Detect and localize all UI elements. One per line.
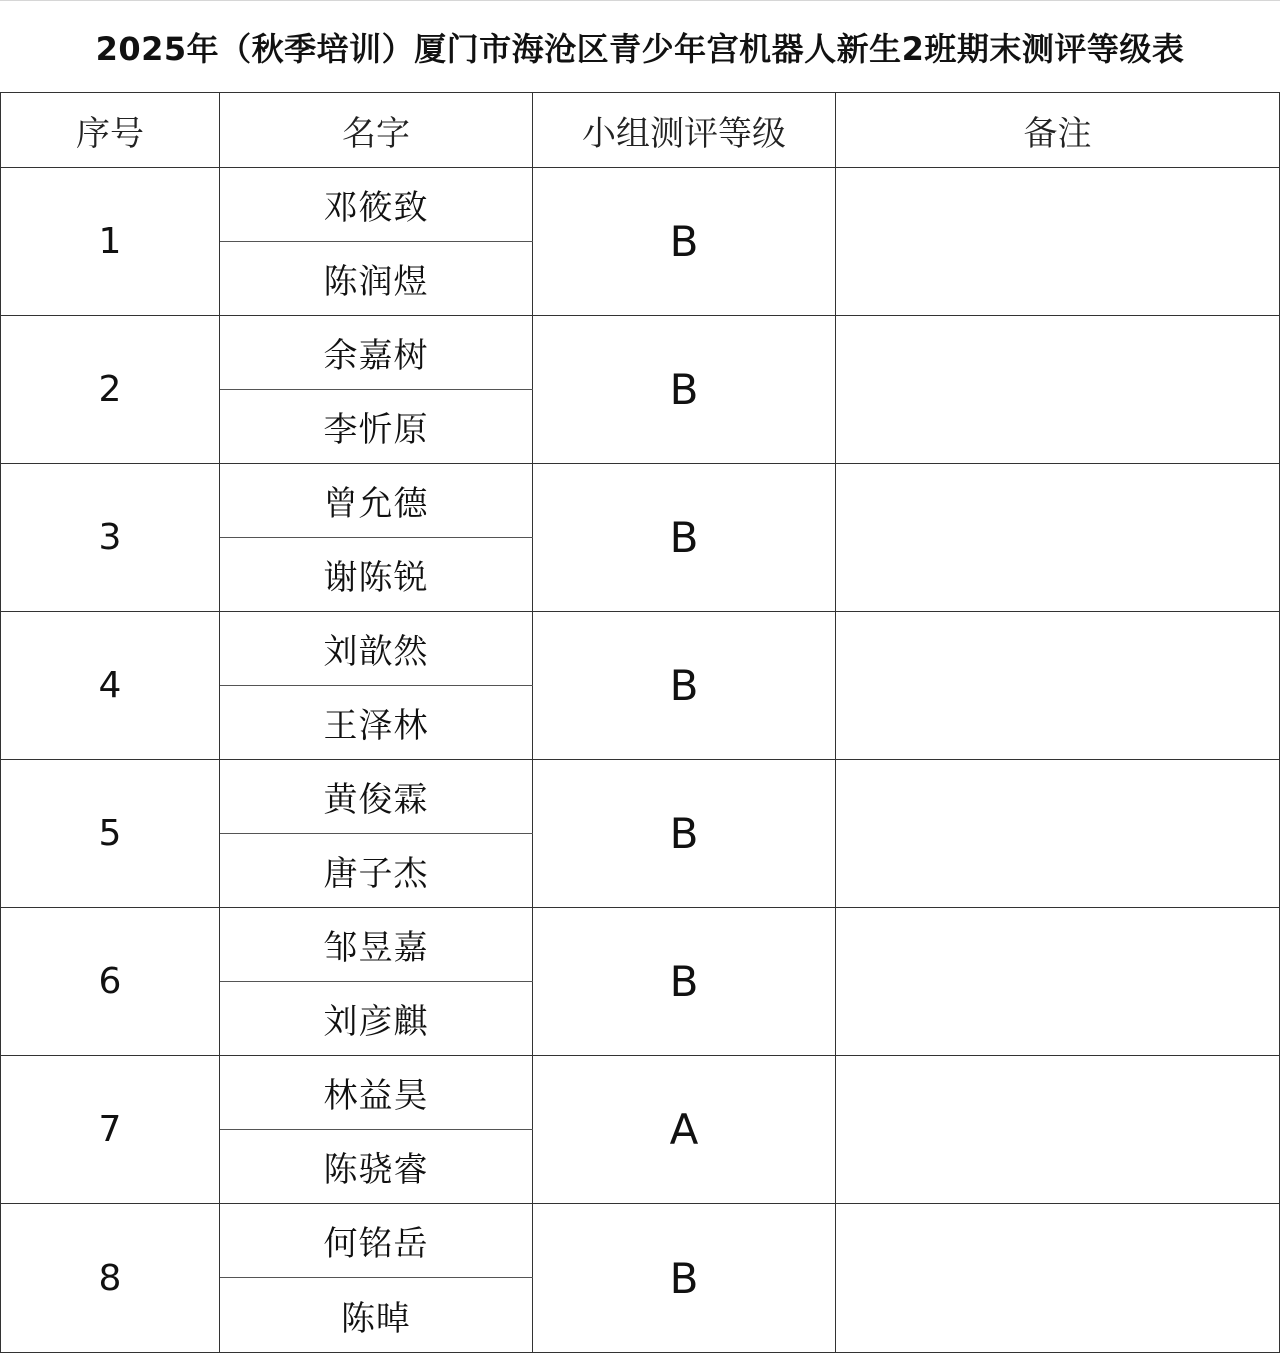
group-grade: A bbox=[533, 1056, 836, 1204]
group-index: 6 bbox=[1, 908, 220, 1056]
group-note bbox=[836, 612, 1280, 760]
group-grade: B bbox=[533, 760, 836, 908]
student-name: 李忻原 bbox=[220, 390, 533, 464]
table-row bbox=[1, 1204, 1280, 1278]
group-index: 8 bbox=[1, 1204, 220, 1353]
group-grade: B bbox=[533, 316, 836, 464]
student-name: 刘歆然 bbox=[220, 612, 533, 686]
table-row bbox=[1, 908, 1280, 982]
table-row bbox=[1, 612, 1280, 686]
student-name: 陈晫 bbox=[220, 1278, 533, 1353]
student-name: 王泽林 bbox=[220, 686, 533, 760]
group-note bbox=[836, 1056, 1280, 1204]
group-note bbox=[836, 168, 1280, 316]
group-grade: B bbox=[533, 168, 836, 316]
group-note bbox=[836, 1204, 1280, 1353]
student-name: 邹昱嘉 bbox=[220, 908, 533, 982]
group-note bbox=[836, 464, 1280, 612]
group-index: 5 bbox=[1, 760, 220, 908]
student-name: 陈润煜 bbox=[220, 242, 533, 316]
student-name: 刘彦麒 bbox=[220, 982, 533, 1056]
student-name: 余嘉树 bbox=[220, 316, 533, 390]
group-index: 7 bbox=[1, 1056, 220, 1204]
table-row bbox=[1, 760, 1280, 834]
grade-table bbox=[0, 92, 1280, 1353]
table-row bbox=[1, 464, 1280, 538]
header-note: 备注 bbox=[836, 93, 1280, 168]
header-grade: 小组测评等级 bbox=[533, 93, 836, 168]
student-name: 黄俊霖 bbox=[220, 760, 533, 834]
student-name: 邓筱致 bbox=[220, 168, 533, 242]
table-row bbox=[1, 316, 1280, 390]
group-grade: B bbox=[533, 464, 836, 612]
group-grade: B bbox=[533, 908, 836, 1056]
student-name: 谢陈锐 bbox=[220, 538, 533, 612]
group-index: 1 bbox=[1, 168, 220, 316]
student-name: 何铭岳 bbox=[220, 1204, 533, 1278]
table-row bbox=[1, 168, 1280, 242]
group-grade: B bbox=[533, 612, 836, 760]
group-note bbox=[836, 908, 1280, 1056]
group-note bbox=[836, 760, 1280, 908]
group-note bbox=[836, 316, 1280, 464]
student-name: 陈骁睿 bbox=[220, 1130, 533, 1204]
student-name: 林益昊 bbox=[220, 1056, 533, 1130]
group-grade: B bbox=[533, 1204, 836, 1353]
group-index: 4 bbox=[1, 612, 220, 760]
sheet-title: 2025年（秋季培训）厦门市海沧区青少年宫机器人新生2班期末测评等级表 bbox=[0, 0, 1280, 92]
header-index: 序号 bbox=[1, 93, 220, 168]
student-name: 曾允德 bbox=[220, 464, 533, 538]
student-name: 唐子杰 bbox=[220, 834, 533, 908]
group-index: 3 bbox=[1, 464, 220, 612]
header-row bbox=[1, 93, 1280, 168]
table-row bbox=[1, 1056, 1280, 1130]
group-index: 2 bbox=[1, 316, 220, 464]
header-name: 名字 bbox=[220, 93, 533, 168]
